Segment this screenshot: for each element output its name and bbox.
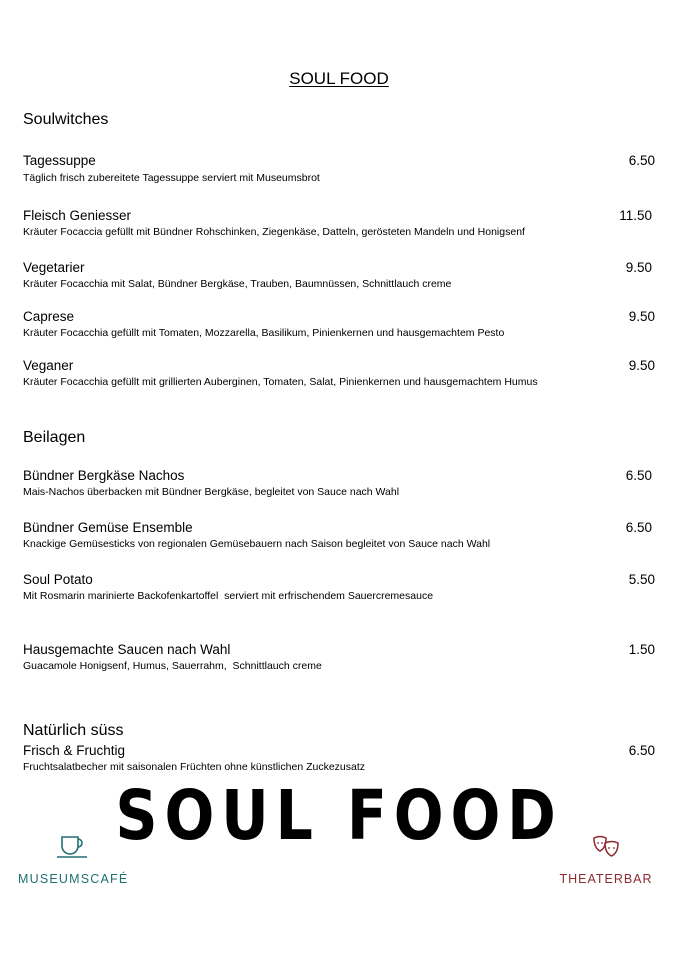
item-price: 9.50 <box>625 260 652 275</box>
item-name: Vegetarier <box>23 260 85 275</box>
item-name: Frisch & Fruchtig <box>23 743 126 758</box>
museumscafe-text: MUSEUMSCAFÉ <box>18 872 129 886</box>
item-description: Kräuter Focacchia gefüllt mit grillierten Auberginen, Tomaten, Salat, Pinienkernen und hausgemachtem Humus <box>23 376 538 388</box>
item-name: Hausgemachte Saucen nach Wahl <box>23 642 231 657</box>
section-heading-beilagen: Beilagen <box>23 429 86 446</box>
item-price: 9.50 <box>628 358 655 373</box>
item-name: Fleisch Geniesser <box>23 208 132 223</box>
item-price: 6.50 <box>628 153 655 168</box>
theaterbar-logo <box>548 835 664 886</box>
brand-wordmark: SOUL FOOD <box>115 776 563 856</box>
item-description: Knackige Gemüsesticks von regionalen Gemüsebauern nach Saison begleitet von Sauce nach Wahl <box>23 538 491 550</box>
item-description: Mit Rosmarin marinierte Backofenkartoffel serviert mit erfrischendem Sauercremesauce <box>23 590 434 602</box>
item-price: 6.50 <box>625 520 652 535</box>
section-heading-suess: Natürlich süss <box>23 722 124 739</box>
item-price: 5.50 <box>628 572 655 587</box>
item-description: Täglich frisch zubereitete Tagessuppe serviert mit Museumsbrot <box>23 172 320 184</box>
item-price: 6.50 <box>625 468 652 483</box>
item-name: Bündner Gemüse Ensemble <box>23 520 193 535</box>
item-description: Kräuter Focaccia gefüllt mit Bündner Rohschinken, Ziegenkäse, Datteln, gerösteten Mandeln und Honigsenf <box>23 226 525 238</box>
item-description: Kräuter Focacchia mit Salat, Bündner Bergkäse, Trauben, Baumnüssen, Schnittlauch creme <box>23 278 452 290</box>
theaterbar-text: THEATERBAR <box>559 872 653 886</box>
museumscafe-logo <box>18 833 129 886</box>
coffee-cup-icon <box>54 833 90 861</box>
item-description: Guacamole Honigsenf, Humus, Sauerrahm, Schnittlauch creme <box>23 660 322 672</box>
item-name: Caprese <box>23 309 75 324</box>
theater-masks-icon <box>591 835 621 861</box>
item-name: Tagessuppe <box>23 153 96 168</box>
item-name: Veganer <box>23 358 74 373</box>
section-heading-soulwitches: Soulwitches <box>23 111 109 128</box>
item-name: Soul Potato <box>23 572 93 587</box>
item-price: 9.50 <box>628 309 655 324</box>
menu-title: SOUL FOOD <box>289 69 389 88</box>
item-price: 11.50 <box>619 208 652 223</box>
item-price: 1.50 <box>628 642 655 657</box>
item-name: Bündner Bergkäse Nachos <box>23 468 185 483</box>
item-description: Mais-Nachos überbacken mit Bündner Bergkäse, begleitet von Sauce nach Wahl <box>23 486 400 498</box>
item-description: Kräuter Focacchia gefüllt mit Tomaten, Mozzarella, Basilikum, Pinienkernen und hausgemachtem Pesto <box>23 327 505 339</box>
item-price: 6.50 <box>628 743 655 758</box>
item-description: Fruchtsalatbecher mit saisonalen Früchten ohne künstlichen Zuckezusatz <box>23 761 366 773</box>
